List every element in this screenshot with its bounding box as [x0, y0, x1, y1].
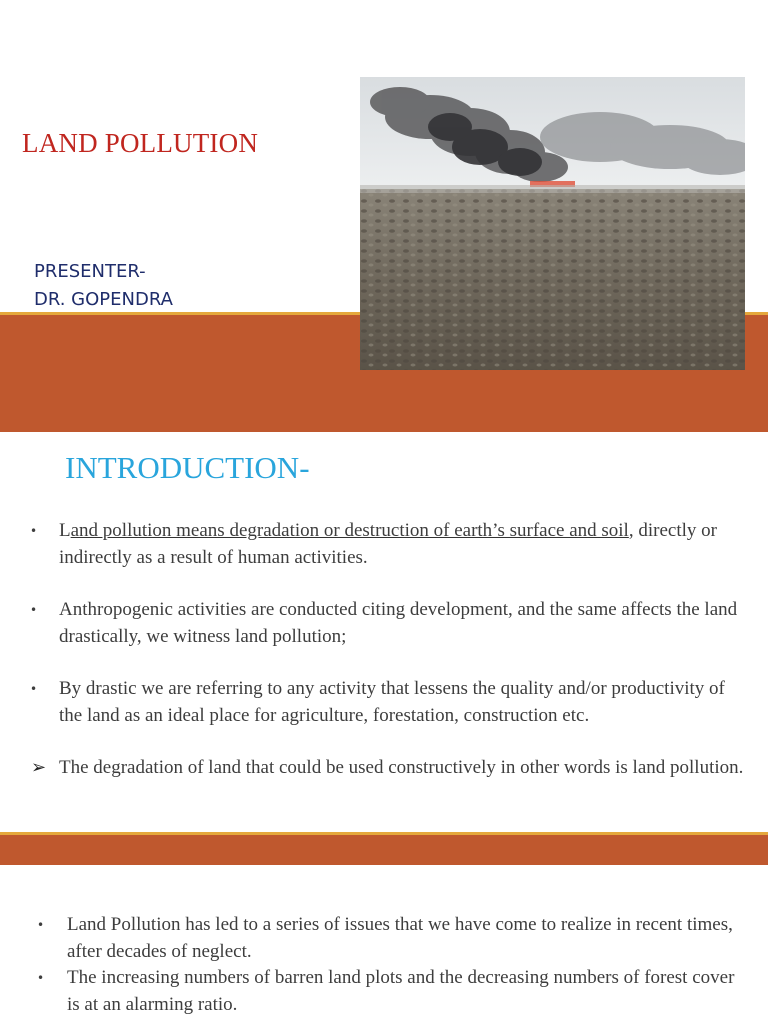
- bullet-dot-icon: •: [30, 603, 38, 617]
- photo-illustration: [360, 77, 745, 370]
- section-divider-band: [0, 832, 768, 865]
- presenter-label: PRESENTER-: [34, 261, 146, 282]
- bullet-dot-icon: •: [30, 524, 38, 538]
- bullet-dot-icon: •: [37, 918, 45, 932]
- introduction-heading: INTRODUCTION-: [65, 450, 310, 485]
- arrow-bullet-icon: ➢: [31, 757, 47, 778]
- bullet-dot-icon: •: [37, 971, 45, 985]
- list-item: • Anthropogenic activities are conducted citing development, and the same affects the land drastically, we witness land pollution;: [30, 599, 738, 647]
- list-item: • By drastic we are referring to any activity that lessens the quality and/or productivity of the land as an ideal place for agriculture, forestation, construction etc.: [30, 678, 725, 726]
- issues-bullets: [0, 912, 768, 1018]
- slide-title: LAND POLLUTION: [22, 128, 259, 158]
- land-pollution-photo: [360, 77, 745, 370]
- list-item: • Land Pollution has led to a series of issues that we have come to realize in recent times, after decades of neglect.: [37, 914, 733, 962]
- bullet-dot-icon: •: [30, 682, 38, 696]
- presenter-name: DR. GOPENDRA: [34, 289, 173, 310]
- list-item: • Land pollution means degradation or destruction of earth’s surface and soil, directly or indirectly as a result of human activities.: [30, 520, 717, 568]
- presenter-block: [34, 258, 173, 314]
- list-item: • The increasing numbers of barren land plots and the decreasing numbers of forest cover is at an alarming ratio.: [37, 967, 735, 1015]
- list-item: ➢ The degradation of land that could be used constructively in other words is land pollution.: [0, 755, 768, 782]
- introduction-bullets: [0, 518, 768, 782]
